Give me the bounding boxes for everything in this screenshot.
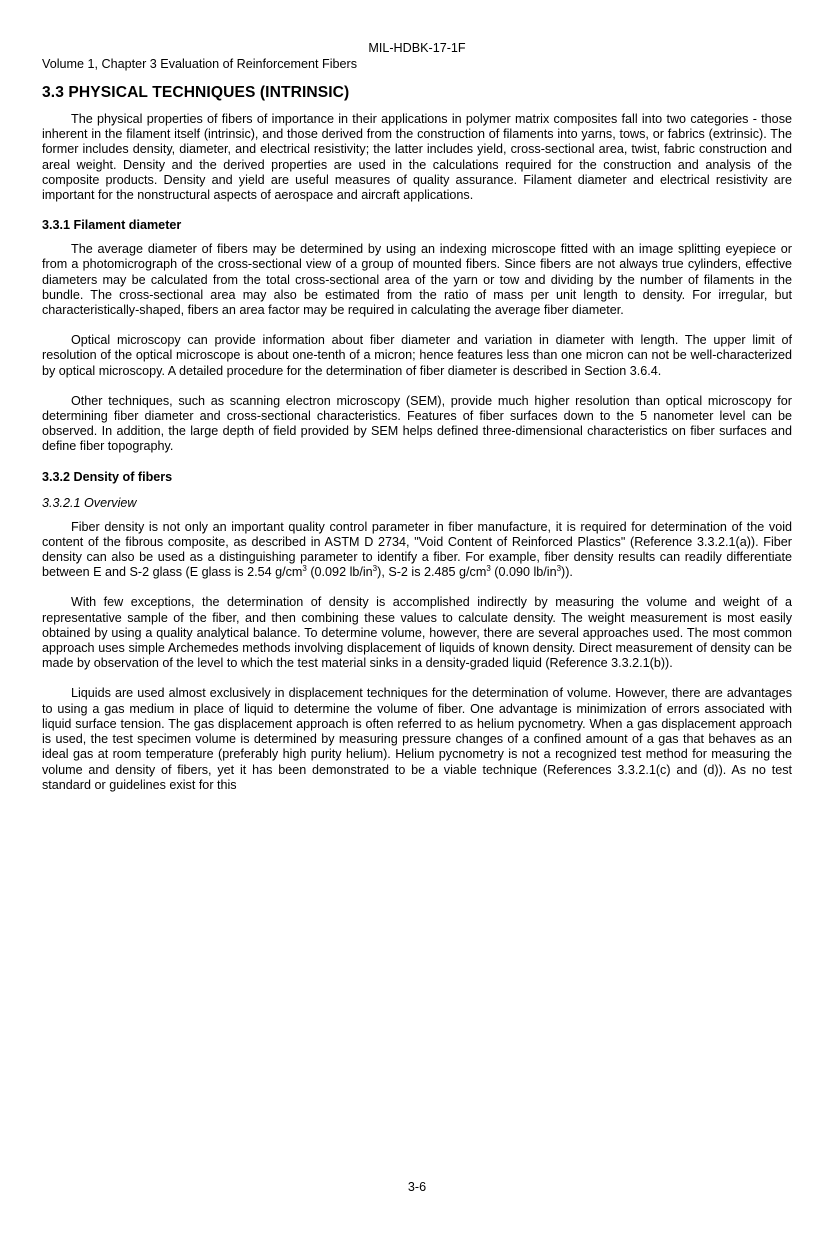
filament-diameter-paragraph-1: The average diameter of fibers may be determined by using an indexing microscope fitted with an image splitting eyepiece or from a photomicrograph of the cross-sectional view of a group of mounted fibers. Since fibers are not always true cylinders, effective diameters may be calculated from the total cross-sectional area of the yarn or tow and dividing by the number of filaments in the bundle. The cross-sectional area may also be estimated from the ratio of mass per unit length to density. For irregular, but characteristically-shaped, fibers an area factor may be required in calculating the average fiber diameter. — [42, 242, 792, 318]
subsection-title-filament-diameter: 3.3.1 Filament diameter — [42, 218, 182, 233]
chapter-header: Volume 1, Chapter 3 Evaluation of Reinforcement Fibers — [42, 57, 358, 71]
text-run: )). — [561, 565, 573, 580]
superscript: 3 — [556, 564, 562, 574]
text-run: Fiber density is not only an important quality control parameter in fiber manufacture, it is required for determination of the void content of the fibrous composite, as described in ASTM D 2734, "Void Content of Reinforced Plastics" (Reference 3.3.2.1(a)). Fiber density can also be used as a distinguishing parameter to identify a fiber. For example, fiber density results can readily differentiate between E and S-2 glass (E glass is 2.54 g/cm — [42, 519, 792, 580]
document-page — [42, 40, 792, 808]
superscript: 3 — [486, 564, 491, 574]
text-run: (0.090 lb/in — [490, 565, 557, 580]
subsubsection-title-overview: 3.3.2.1 Overview — [42, 495, 137, 510]
subsection-title-density: 3.3.2 Density of fibers — [42, 469, 173, 484]
page-number: 3-6 — [407, 1180, 427, 1194]
density-paragraph-2: With few exceptions, the determination of density is accomplished indirectly by measuring the volume and weight of a representative sample of the fiber, and then combining these values to calculate density. The weight measurement is most easily obtained by using a quality analytical balance. To determine volume, however, there are several approaches used. The most common approach uses simple Archemedes methods involving displacement of liquids of known density. Direct measurement of density can be made by observation of the level to which the test material sinks in a density-graded liquid (Reference 3.3.2.1(b)). — [42, 595, 792, 671]
document-id-header: MIL-HDBK-17-1F — [368, 41, 466, 55]
density-paragraph-1 — [42, 520, 792, 581]
filament-diameter-paragraph-3: Other techniques, such as scanning electron microscopy (SEM), provide much higher resolution than optical microscopy for determining fiber diameter and cross-sectional characteristics. Features of fiber surfaces down to the 5 nanometer level can be observed. In addition, the large depth of field provided by SEM helps defined three-dimensional characteristics on fiber surfaces and define fiber topography. — [42, 393, 792, 454]
section-title: 3.3 PHYSICAL TECHNIQUES (INTRINSIC) — [42, 84, 350, 101]
text-run: ), S-2 is 2.485 g/cm — [377, 565, 487, 580]
superscript: 3 — [372, 564, 378, 574]
intro-paragraph: The physical properties of fibers of importance in their applications in polymer matrix composites fall into two categories - those inherent in the filament itself (intrinsic), and those derived from the construction of filaments into yarns, tows, or fabrics (extrinsic). The former includes density, diameter, and electrical resistivity; the latter includes yield, cross-sectional area, twist, fabric construction and areal weight. Density and the derived properties are used in the calculations required for the construction and analysis of the composite products. Density and yield are useful measures of quality assurance. Filament diameter and electrical resistivity are important for the nonstructural aspects of aerospace and aircraft applications. — [42, 112, 792, 203]
superscript: 3 — [302, 564, 307, 574]
filament-diameter-paragraph-2: Optical microscopy can provide information about fiber diameter and variation in diameter with length. The upper limit of resolution of the optical microscope is about one-tenth of a micron; hence features less than one micron can not be well-characterized by optical microscopy. A detailed procedure for the determination of fiber diameter is described in Section 3.6.4. — [42, 333, 792, 378]
text-run: (0.092 lb/in — [306, 565, 373, 580]
density-paragraph-3: Liquids are used almost exclusively in displacement techniques for the determination of volume. However, there are advantages to using a gas medium in place of liquid to determine the volume of fiber. One advantage is minimization of errors associated with liquid surface tension. The gas displacement approach is often referred to as helium pycnometry. When a gas displacement approach is used, the test specimen volume is determined by measuring pressure changes of a confined amount of a gas that behaves as an ideal gas at room temperature (preferably high purity helium). Helium pycnometry is not a recognized test method for measuring the volume and density of fibers, yet it has been demonstrated to be a viable technique (References 3.3.2.1(c) and (d)). As no test standard or guidelines exist for this — [42, 686, 792, 792]
